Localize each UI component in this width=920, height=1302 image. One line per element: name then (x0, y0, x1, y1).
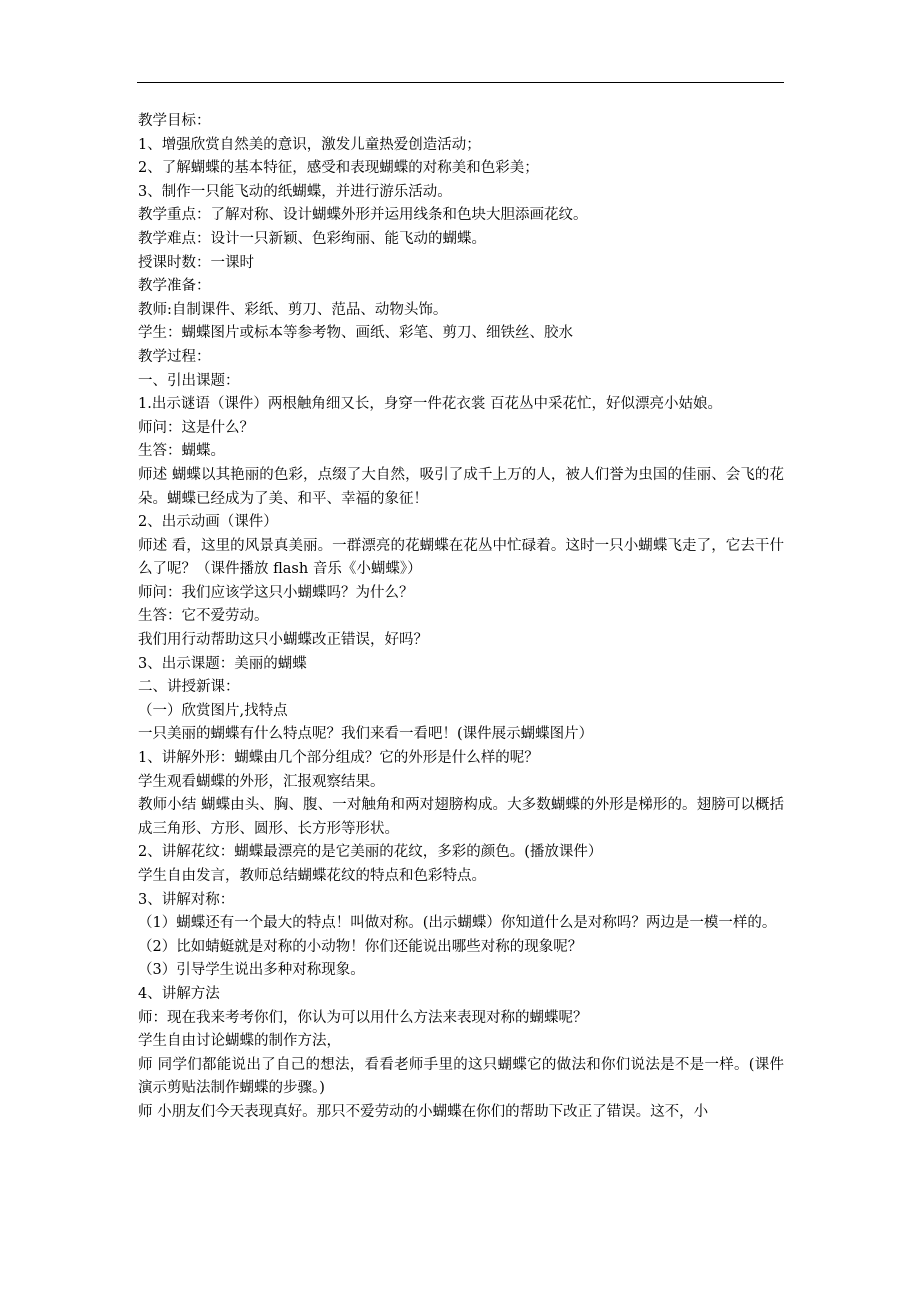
paragraph-help-butterfly: 我们用行动帮助这只小蝴蝶改正错误，好吗？ (138, 632, 428, 649)
paragraph-teacher-question-2: 师问：我们应该学这只小蝴蝶吗？为什么？ (138, 584, 414, 601)
paragraph-symmetry-1: （1）蝴蝶还有一个最大的特点！叫做对称。(出示蝴蝶）你知道什么是对称吗？两边是一模一样的。 (138, 915, 777, 932)
paragraph-explain-shape: 1、讲解外形：蝴蝶由几个部分组成？它的外形是什么样的呢？ (138, 750, 539, 767)
paragraph-teacher-narration-2: 师述 看，这里的风景真美丽。一群漂亮的花蝴蝶在花丛中忙碌着。这时一只小蝴蝶飞走了，它去干什么了呢？（课件播放 flash 音乐《小蝴蝶》） (138, 537, 784, 578)
paragraph-teacher-demo: 师 同学们都能说出了自己的想法，看看老师手里的这只蝴蝶它的做法和你们说法是不是一样。(课件演示剪贴法制作蝴蝶的步骤。) (138, 1056, 784, 1097)
paragraph-teacher-question: 师问：这是什么？ (138, 419, 254, 436)
objective-item-1: 1、增强欣赏自然美的意识，激发儿童热爱创造活动； (138, 136, 481, 153)
difficulties: 教学难点：设计一只新颖、色彩绚丽、能飞动的蝴蝶。 (138, 230, 486, 247)
section-heading-preparation: 教学准备： (138, 278, 211, 295)
teacher-materials: 教师:自制课件、彩纸、剪刀、范品、动物头饰。 (138, 301, 448, 318)
section-heading-process: 教学过程： (138, 348, 211, 365)
paragraph-show-topic: 3、出示课题：美丽的蝴蝶 (138, 655, 307, 672)
paragraph-student-discussion: 学生自由讨论蝴蝶的制作方法， (138, 1033, 341, 1050)
objective-item-2: 2、了解蝴蝶的基本特征，感受和表现蝴蝶的对称美和色彩美； (138, 160, 539, 177)
paragraph-teacher-narration: 师述 蝴蝶以其艳丽的色彩，点缀了大自然，吸引了成千上万的人，被人们誉为虫国的佳丽、会飞的花朵。蝴蝶已经成为了美、和平、幸福的象征！ (138, 466, 784, 507)
paragraph-student-answer: 生答：蝴蝶。 (138, 443, 225, 460)
section-heading-objectives: 教学目标： (138, 113, 211, 129)
student-materials: 学生：蝴蝶图片或标本等参考物、画纸、彩笔、剪刀、细铁丝、胶水 (138, 325, 573, 342)
paragraph-student-answer-2: 生答：它不爱劳动。 (138, 608, 269, 625)
key-points: 教学重点：了解对称、设计蝴蝶外形并运用线条和色块大胆添画花纹。 (138, 207, 588, 224)
paragraph-explain-symmetry: 3、讲解对称： (138, 891, 235, 908)
step-heading-introduce: 一、引出课题： (138, 372, 240, 389)
subheading-appreciate: （一）欣赏图片,找特点 (138, 702, 288, 719)
paragraph-show-animation: 2、出示动画（课件） (138, 514, 278, 531)
paragraph-teacher-quiz: 师：现在我来考考你们，你认为可以用什么方法来表现对称的蝴蝶呢？ (138, 1009, 588, 1026)
step-heading-new-lesson: 二、讲授新课： (138, 679, 240, 696)
header-rule (137, 82, 784, 83)
paragraph-explain-pattern: 2、讲解花纹：蝴蝶最漂亮的是它美丽的花纹，多彩的颜色。(播放课件） (138, 844, 603, 861)
paragraph-observe-shape: 学生观看蝴蝶的外形，汇报观察结果。 (138, 773, 385, 790)
lesson-plan-body (138, 110, 784, 1125)
paragraph-riddle: 1.出示谜语（课件）两根触角细又长，身穿一件花衣裳 百花丛中采花忙，好似漂亮小姑娘。 (138, 396, 722, 413)
paragraph-features-question: 一只美丽的蝴蝶有什么特点呢？我们来看一看吧！(课件展示蝴蝶图片） (138, 726, 594, 743)
paragraph-symmetry-2: （2）比如蜻蜓就是对称的小动物！你们还能说出哪些对称的现象呢？ (138, 938, 583, 955)
paragraph-symmetry-3: （3）引导学生说出多种对称现象。 (138, 962, 365, 979)
paragraph-teacher-summary: 教师小结 蝴蝶由头、胸、腹、一对触角和两对翅膀构成。大多数蝴蝶的外形是梯形的。翅膀可以概括成三角形、方形、圆形、长方形等形状。 (138, 797, 784, 837)
paragraph-explain-method: 4、讲解方法 (138, 985, 220, 1002)
paragraph-teacher-praise: 师 小朋友们今天表现真好。那只不爱劳动的小蝴蝶在你们的帮助下改正了错误。这不，小 (138, 1103, 709, 1120)
objective-item-3: 3、制作一只能飞动的纸蝴蝶，并进行游乐活动。 (138, 183, 452, 200)
class-hours: 授课时数：一课时 (138, 254, 254, 271)
paragraph-free-speech: 学生自由发言，教师总结蝴蝶花纹的特点和色彩特点。 (138, 868, 486, 884)
